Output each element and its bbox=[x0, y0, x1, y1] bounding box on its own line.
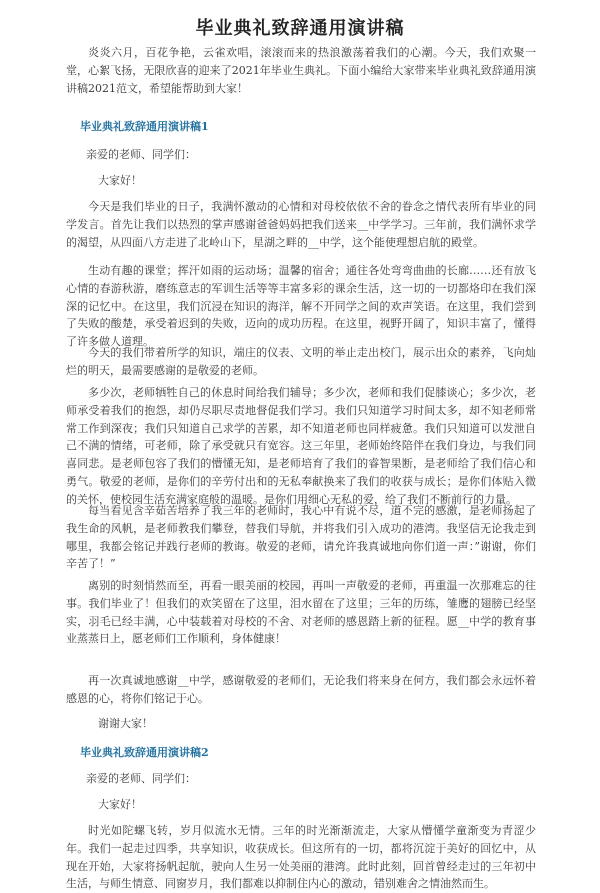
section-1-paragraph: 多少次，老师牺牲自己的休息时间给我们辅导；多少次，老师和我们促膝谈心；多少次，老师承受着我们的抱怨，却仍尽职尽责地督促我们学习。我们只知道学习时间太多，却不知老师常常工作到深夜；我们只知道自己求学的苦累，却不知道老师也同样疲惫。我们只知道可以发泄自己不满的情绪，可老师，除了承受就只有宽容。这三年里，老师始终陪伴在我们身边，与我们同喜同悲。是老师包容了我们的懵懂无知，是老师培育了我们的睿智果断，是老师给了我们信心和勇气。敬爱的老师，是你们的辛劳付出和的无私奉献换来了我们的收获与成长；是你们体贴入微的关怀，使校园生活充满家庭般的温暖。是你们用细心无私的爱，给了我们不断前行的力量。 bbox=[66, 386, 536, 506]
section-1-paragraph: 生动有趣的课堂；挥汗如雨的运动场；温馨的宿舍；通往各处弯弯曲曲的长廊……还有放飞心情的春游秋游，磨练意志的军训生活等等丰富多彩的课余生活，这一切的一切都烙印在我们深深的记忆中。在这里，我们沉浸在知识的海洋，解不开同学之间的欢声笑语。在这里，我们尝到了失败的酸楚，承受着迟到的失败，迈向的成功历程。在这里，视野开阔了，知识丰富了，懂得了许多做人道理。 bbox=[66, 264, 536, 349]
section-1-paragraph: 再一次真诚地感谢__中学，感谢敬爱的老师们，无论我们将来身在何方，我们都会永远怀着感恩的心，将你们铭记于心。 bbox=[66, 674, 536, 705]
section-1-paragraph: 今天的我们带着所学的知识，端庄的仪表、文明的举止走出校门，展示出众的素养，飞向灿烂的明天，最需要感谢的是敬爱的老师。 bbox=[66, 346, 536, 377]
section-1-paragraph: 今天是我们毕业的日子，我满怀激动的心情和对母校依依不舍的眷念之情代表所有毕业的同学发言。首先让我们以热烈的掌声感谢爸爸妈妈把我们送来__中学学习。三年前，我们满怀求学的渴望，从四面八方走进了北岭山下，星湖之畔的__中学，这个能使理想启航的殿堂。 bbox=[66, 200, 536, 249]
section-1-salutation: 亲爱的老师、同学们： bbox=[86, 148, 196, 161]
section-2-salutation: 亲爱的老师、同学们： bbox=[86, 772, 196, 785]
document-title: 毕业典礼致辞通用演讲稿 bbox=[195, 18, 405, 39]
section-1-paragraph: 每当看见含辛茹苦培养了我三年的老师时，我心中有说不尽，道不完的感激，是老师扬起了我生命的风帆，是老师教我们攀登，替我们导航，并将我们引入成功的港湾。我坚信无论我走到哪里，我都会铭记并践行老师的教诲。敬爱的老师，请允许我真诚地向你们道一声：”谢谢，你们辛苦了！” bbox=[66, 504, 536, 571]
intro-paragraph: 炎炎六月，百花争艳，云雀欢唱，滚滚而来的热浪激荡着我们的心潮。今天，我们欢聚一堂，心絮飞扬，无限欣喜的迎来了2021年毕业生典礼。下面小编给大家带来毕业典礼致辞通用演讲稿2021范文，希望能帮助到大家！ bbox=[66, 46, 536, 95]
section-1-paragraph: 离别的时刻悄然而至，再看一眼美丽的校园，再叫一声敬爱的老师，再重温一次那难忘的往事。我们毕业了！但我们的欢笑留在了这里，泪水留在了这里；三年的历练，雏鹰的翅膀已经坚实，羽毛已经丰满，心中装载着对母校的不舍、对老师的感恩踏上新的征程。愿__中学的教育事业蒸蒸日上，愿老师们工作顺利，身体健康！ bbox=[66, 579, 536, 646]
section-1-heading: 毕业典礼致辞通用演讲稿1 bbox=[80, 120, 209, 133]
section-2-paragraph: 时光如陀螺飞转，岁月似流水无情。三年的时光渐渐流走，大家从懵懂学童渐变为青涩少年。我们一起走过四季，共享知识，收获成长。但这所有的一切，都将沉淀于美好的回忆中，从现在开始，大家将扬帆起航，驶向人生另一处美丽的港湾。此时此刻，回首曾经走过的三年初中生活，与师生情意、同窗岁月，我们都难以抑制住内心的激动，错别难舍之情油然而生。 bbox=[66, 824, 536, 891]
section-2-heading: 毕业典礼致辞通用演讲稿2 bbox=[80, 746, 209, 759]
section-2-greeting: 大家好！ bbox=[98, 798, 142, 811]
section-1-closing: 谢谢大家！ bbox=[98, 717, 153, 730]
section-1-greeting: 大家好！ bbox=[98, 174, 142, 187]
